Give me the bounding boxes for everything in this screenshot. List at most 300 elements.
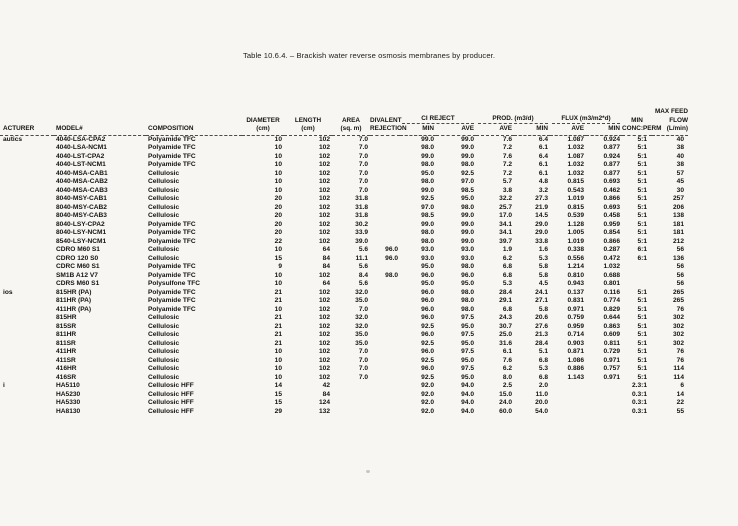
cell-prod_ave: 7.6 <box>502 356 512 364</box>
cell-max_feed: 56 <box>676 263 684 270</box>
cell-ci_min: 96.0 <box>421 305 434 313</box>
cell-ci_min: 99.0 <box>421 135 434 143</box>
cell-flux_ave: 1.087 <box>567 135 584 143</box>
cell-divalent <box>370 399 400 408</box>
cell-divalent <box>370 238 400 247</box>
cell-prod_min: 5.3 <box>538 254 548 262</box>
flux-subheaders <box>550 125 622 134</box>
cell-prod_min: 21.9 <box>535 203 548 211</box>
cell-prod_min: 6.1 <box>538 161 548 168</box>
cell-ci_ave: 94.0 <box>461 407 474 415</box>
cell-prod_min: 6.1 <box>538 144 548 151</box>
cell-conc_perm: 5:1 <box>637 237 647 245</box>
cell-prod_ave: 29.1 <box>499 297 512 304</box>
col-header-model <box>54 108 146 135</box>
cell-conc_perm: 0.3:1 <box>631 390 647 398</box>
cell-ci_ave: 99.0 <box>461 135 474 143</box>
cell-flux_ave: 0.971 <box>567 305 584 313</box>
cell-composition: Cellulosic <box>148 356 180 364</box>
cell-conc_perm <box>622 280 652 289</box>
cell-area: 32.0 <box>355 314 368 321</box>
cell-diameter: 29 <box>274 407 282 415</box>
cell-flux_min: 0.116 <box>603 288 620 296</box>
cell-max_feed: 6 <box>680 382 684 389</box>
cell-manufacturer <box>0 246 54 255</box>
cell-flux_ave <box>550 382 586 391</box>
cell-model: 4040-LSA-NCM1 <box>56 144 107 151</box>
cell-conc_perm: 5:1 <box>637 339 647 347</box>
cell-model: 4040-LST-NCM1 <box>56 161 106 168</box>
cell-flux_min: 0.866 <box>603 195 620 202</box>
cell-max_feed: 76 <box>676 305 684 313</box>
cell-prod_min: 5.8 <box>538 305 548 313</box>
cell-prod_ave: 8.0 <box>502 373 512 381</box>
cell-flux_ave: 1.032 <box>567 161 584 168</box>
cell-model: 815HR (PA) <box>56 288 92 296</box>
table-row <box>0 357 688 366</box>
col-header-diameter-line2: (cm) <box>256 125 270 132</box>
cell-prod_min: 27.3 <box>535 195 548 202</box>
cell-divalent <box>370 314 400 323</box>
cell-prod_ave: 24.0 <box>499 399 512 406</box>
prod-group-label: PROD. (m3/d) <box>478 115 548 125</box>
cell-model: HA5330 <box>56 399 81 406</box>
cell-conc_perm: 5:1 <box>637 186 647 194</box>
cell-diameter: 10 <box>274 144 282 151</box>
cell-area: 7.0 <box>358 373 368 381</box>
cell-length: 102 <box>318 161 330 168</box>
cell-model: HA5230 <box>56 390 81 398</box>
cell-flux_min <box>586 399 622 408</box>
cell-model: 4040-MSA-CAB3 <box>56 186 108 194</box>
cell-conc_perm: 5:1 <box>637 314 647 321</box>
cell-flux_ave: 1.086 <box>567 356 584 364</box>
cell-prod_ave: 7.6 <box>502 152 512 160</box>
cell-divalent <box>370 280 400 289</box>
cell-model: 411HR (PA) <box>56 305 92 313</box>
cell-max_feed: 30 <box>676 186 684 194</box>
cell-manufacturer <box>0 331 54 340</box>
cell-composition: Cellulosic <box>148 195 180 202</box>
cell-composition: Cellulosic <box>148 331 180 338</box>
cell-prod_min: 5.3 <box>538 365 548 372</box>
cell-prod_ave: 34.1 <box>499 220 512 228</box>
cell-divalent <box>370 195 400 204</box>
cell-length: 102 <box>318 237 330 245</box>
cell-flux_min: 0.866 <box>603 237 620 245</box>
cell-divalent <box>370 382 400 391</box>
cell-composition: Polyamide TFC <box>148 220 196 228</box>
cell-divalent <box>370 204 400 213</box>
cell-model: SM1B A12 V7 <box>56 271 98 279</box>
cell-divalent <box>370 170 400 179</box>
cell-diameter: 22 <box>274 237 282 245</box>
cell-manufacturer <box>0 399 54 408</box>
cell-prod_ave: 28.4 <box>499 288 512 296</box>
cell-composition: Cellulosic <box>148 373 180 381</box>
col-header-length-line2: (cm) <box>301 125 315 132</box>
table-row <box>0 365 688 374</box>
cell-composition: Cellulosic <box>148 186 180 194</box>
cell-model: CDRS M60 S1 <box>56 280 100 287</box>
cell-prod_min: 24.1 <box>535 288 548 296</box>
cell-flux_ave: 0.871 <box>567 348 584 355</box>
cell-prod_min: 20.0 <box>535 399 548 406</box>
cell-area <box>332 399 370 408</box>
cell-diameter: 21 <box>274 339 282 347</box>
cell-composition: Cellulosic <box>148 365 180 372</box>
cell-prod_min: 6.1 <box>538 169 548 177</box>
cell-flux_min: 0.959 <box>603 220 620 228</box>
cell-max_feed: 212 <box>672 237 684 245</box>
cell-diameter: 20 <box>274 203 282 211</box>
cell-composition: Polyamide TFC <box>148 288 196 296</box>
cell-length: 102 <box>318 331 330 338</box>
ci-ave-subheader: AVE <box>461 125 474 132</box>
cell-area: 7.0 <box>358 365 368 372</box>
cell-prod_min: 1.6 <box>538 246 548 253</box>
cell-ci_ave: 93.0 <box>461 254 474 262</box>
col-header-composition <box>146 108 242 135</box>
table-row <box>0 144 688 153</box>
col-header-length-line1: LENGTH <box>294 116 322 124</box>
cell-manufacturer <box>0 280 54 289</box>
cell-composition: Polyamide TFC <box>148 271 196 279</box>
cell-manufacturer <box>0 314 54 323</box>
cell-flux_min: 0.609 <box>603 331 620 338</box>
col-header-composition-label: COMPOSITION <box>148 125 194 132</box>
cell-ci_min: 92.0 <box>421 407 434 415</box>
cell-manufacturer <box>0 272 54 281</box>
cell-diameter: 10 <box>274 348 282 355</box>
cell-length: 84 <box>322 263 330 270</box>
table-row <box>0 382 688 391</box>
cell-ci_ave: 94.0 <box>461 382 474 389</box>
cell-diameter: 10 <box>274 305 282 313</box>
cell-length: 102 <box>318 288 330 296</box>
cell-flux_ave: 1.032 <box>567 144 584 151</box>
cell-ci_ave: 98.0 <box>461 297 474 304</box>
cell-prod_ave: 30.7 <box>499 322 512 330</box>
cell-flux_ave: 1.128 <box>567 220 584 228</box>
cell-divalent: 96.0 <box>385 246 398 253</box>
cell-manufacturer <box>0 161 54 170</box>
cell-prod_ave: 7.6 <box>502 135 512 143</box>
cell-manufacturer <box>0 357 54 366</box>
cell-ci_ave: 99.0 <box>461 144 474 151</box>
cell-length: 102 <box>318 152 330 160</box>
cell-divalent <box>370 153 400 162</box>
cell-flux_min <box>586 382 622 391</box>
cell-manufacturer <box>0 255 54 264</box>
cell-area: 7.0 <box>358 186 368 194</box>
cell-flux_min: 0.971 <box>603 356 620 364</box>
cell-flux_ave: 1.019 <box>567 237 584 245</box>
col-header-diameter-line1: DIAMETER <box>246 116 280 124</box>
cell-flux_min: 0.877 <box>603 169 620 177</box>
table-row <box>0 331 688 340</box>
cell-composition: Cellulosic HFF <box>148 390 194 398</box>
cell-ci_min: 92.0 <box>421 382 434 389</box>
cell-ci_ave: 99.0 <box>461 237 474 245</box>
cell-manufacturer <box>0 238 54 247</box>
cell-prod_min: 27.1 <box>535 297 548 304</box>
cell-prod_ave: 7.2 <box>502 144 512 151</box>
cell-conc_perm: 2.3:1 <box>631 382 647 389</box>
cell-flux_min: 0.644 <box>603 314 620 321</box>
cell-flux_ave <box>550 391 586 400</box>
cell-model: 416HR <box>56 365 77 372</box>
cell-composition: Cellulosic <box>148 254 180 262</box>
cell-length: 102 <box>318 348 330 355</box>
cell-diameter: 10 <box>274 271 282 279</box>
cell-manufacturer <box>0 365 54 374</box>
table-row <box>0 348 688 357</box>
cell-ci_min: 98.0 <box>421 161 434 168</box>
cell-ci_min: 96.0 <box>421 348 434 355</box>
cell-ci_ave: 95.0 <box>461 339 474 347</box>
cell-manufacturer: ios <box>3 288 13 296</box>
cell-conc_perm: 5:1 <box>637 178 647 185</box>
cell-flux_min: 0.877 <box>603 144 620 151</box>
cell-diameter: 10 <box>274 152 282 160</box>
cell-ci_min: 92.5 <box>421 339 434 347</box>
cell-flux_min: 0.801 <box>603 280 620 287</box>
cell-prod_ave: 15.0 <box>499 390 512 398</box>
cell-diameter: 14 <box>274 382 282 389</box>
cell-composition: Polyamide TFC <box>148 144 196 151</box>
cell-model: 411HR <box>56 348 77 355</box>
cell-flux_ave: 0.543 <box>567 186 584 194</box>
cell-diameter: 15 <box>274 399 282 406</box>
cell-ci_ave: 95.0 <box>461 195 474 202</box>
cell-prod_min: 14.5 <box>535 212 548 219</box>
cell-divalent <box>370 297 400 306</box>
cell-model: 811SR <box>56 339 76 347</box>
cell-flux_min: 0.729 <box>603 348 620 355</box>
cell-flux_ave: 0.338 <box>567 246 584 253</box>
cell-prod_ave: 60.0 <box>499 407 512 415</box>
cell-diameter: 20 <box>274 229 282 236</box>
cell-ci_min: 96.0 <box>421 288 434 296</box>
cell-ci_min: 95.0 <box>421 280 434 287</box>
cell-prod_ave: 6.2 <box>502 365 512 372</box>
cell-length: 84 <box>322 390 330 398</box>
cell-flux_min: 0.811 <box>603 339 620 347</box>
cell-ci_min: 99.0 <box>421 220 434 228</box>
col-header-area <box>332 108 370 135</box>
cell-conc_perm: 0.3:1 <box>631 407 647 415</box>
cell-composition: Cellulosic <box>148 169 180 177</box>
cell-prod_min: 6.4 <box>538 152 548 160</box>
col-header-manufacturer-label: ACTURER <box>3 125 35 132</box>
cell-area: 7.0 <box>358 144 368 151</box>
cell-length: 102 <box>318 271 330 279</box>
cell-conc_perm: 5:1 <box>637 203 647 211</box>
cell-divalent <box>370 340 400 349</box>
col-header-area-line1: AREA <box>341 116 361 124</box>
cell-ci_min: 98.0 <box>421 144 434 151</box>
cell-ci_ave: 95.0 <box>461 356 474 364</box>
cell-model: 411SR <box>56 356 76 364</box>
cell-max_feed: 302 <box>672 322 684 330</box>
cell-prod_ave: 25.7 <box>499 203 512 211</box>
table-row <box>0 187 688 196</box>
cell-composition: Polyamide TFC <box>148 152 196 160</box>
cell-prod_min: 27.6 <box>535 322 548 330</box>
cell-prod_min: 20.6 <box>535 314 548 321</box>
cell-composition: Cellulosic <box>148 178 180 185</box>
cell-conc_perm: 5:1 <box>637 297 647 304</box>
cell-conc_perm: 5:1 <box>637 152 647 160</box>
cell-divalent <box>370 212 400 221</box>
cell-max_feed: 138 <box>672 212 684 219</box>
cell-composition: Polyamide TFC <box>148 135 196 143</box>
cell-divalent: 96.0 <box>385 254 398 262</box>
cell-ci_min: 99.0 <box>421 152 434 160</box>
cell-ci_ave: 97.5 <box>461 331 474 338</box>
cell-divalent <box>370 229 400 238</box>
cell-length: 102 <box>318 203 330 211</box>
cell-length: 84 <box>322 254 330 262</box>
cell-prod_ave: 39.7 <box>499 237 512 245</box>
cell-length: 42 <box>322 382 330 389</box>
cell-ci_ave: 97.5 <box>461 348 474 355</box>
cell-ci_ave: 99.0 <box>461 229 474 236</box>
flux-group-label: FLUX (m3/m2*d) <box>552 115 620 125</box>
cell-model: HA8130 <box>56 407 81 415</box>
table-row <box>0 161 688 170</box>
table-row <box>0 408 688 417</box>
cell-length: 102 <box>318 195 330 202</box>
cell-area: 7.0 <box>358 356 368 364</box>
cell-max_feed: 265 <box>672 297 684 304</box>
cell-ci_min: 99.0 <box>421 186 434 194</box>
cell-area: 8.4 <box>358 271 368 279</box>
table-row <box>0 272 688 281</box>
cell-divalent <box>370 408 400 417</box>
cell-prod_min: 11.0 <box>535 390 548 398</box>
cell-ci_ave: 95.0 <box>461 322 474 330</box>
cell-prod_ave: 6.8 <box>502 271 512 279</box>
cell-ci_min: 96.0 <box>421 314 434 321</box>
cell-composition: Polyamide TFC <box>148 237 196 245</box>
cell-prod_ave: 5.3 <box>502 280 512 287</box>
cell-manufacturer <box>0 340 54 349</box>
cell-model: 4040-LSA-CPA2 <box>56 135 106 143</box>
cell-divalent <box>370 144 400 153</box>
table-row <box>0 391 688 400</box>
cell-prod_min: 29.0 <box>535 220 548 228</box>
cell-composition: Polyamide TFC <box>148 161 196 168</box>
cell-conc_perm: 5:1 <box>637 212 647 219</box>
cell-area: 7.0 <box>358 348 368 355</box>
flux-min-subheader: MIN <box>608 125 620 132</box>
col-header-area-line2: (sq. m) <box>340 125 362 132</box>
table-row <box>0 289 688 298</box>
cell-conc_perm: 5:1 <box>637 195 647 202</box>
cell-prod_ave: 5.7 <box>502 178 512 185</box>
cell-divalent <box>370 391 400 400</box>
cell-diameter: 20 <box>274 195 282 202</box>
cell-flux_min: 0.924 <box>603 135 620 143</box>
cell-max_feed: 14 <box>676 390 684 398</box>
cell-ci_ave: 99.0 <box>461 220 474 228</box>
cell-ci_min: 96.0 <box>421 271 434 279</box>
cell-length: 102 <box>318 365 330 372</box>
cell-conc_perm: 5:1 <box>637 365 647 372</box>
cell-conc_perm: 5:1 <box>637 305 647 313</box>
table-row <box>0 340 688 349</box>
cell-length: 102 <box>318 144 330 151</box>
cell-diameter: 10 <box>274 135 282 143</box>
cell-composition: Cellulosic HFF <box>148 382 194 389</box>
cell-ci_ave: 95.0 <box>461 373 474 381</box>
cell-model: 8040-LSY-NCM1 <box>56 229 107 236</box>
cell-max_feed: 302 <box>672 339 684 347</box>
cell-area: 7.0 <box>358 161 368 168</box>
cell-max_feed: 114 <box>673 373 684 381</box>
cell-manufacturer <box>0 374 54 383</box>
cell-manufacturer <box>0 229 54 238</box>
cell-flux_ave: 1.214 <box>567 263 584 270</box>
cell-manufacturer <box>0 221 54 230</box>
cell-prod_ave: 25.0 <box>499 331 512 338</box>
cell-flux_min: 0.458 <box>603 212 620 219</box>
scan-artifact-speck <box>366 470 370 473</box>
cell-max_feed: 56 <box>676 271 684 279</box>
cell-prod_ave: 6.8 <box>502 263 512 270</box>
cell-conc_perm <box>622 263 652 272</box>
cell-divalent <box>370 135 400 144</box>
cell-max_feed: 76 <box>676 356 684 364</box>
col-header-conc-line1: MIN <box>631 116 643 124</box>
cell-max_feed: 136 <box>672 254 684 262</box>
cell-ci_min: 95.0 <box>421 263 434 270</box>
cell-divalent <box>370 348 400 357</box>
table-row <box>0 170 688 179</box>
cell-max_feed: 38 <box>676 144 684 151</box>
cell-composition: Polyamide TFC <box>148 305 196 313</box>
cell-diameter: 10 <box>274 246 282 253</box>
cell-ci_min: 96.0 <box>421 297 434 304</box>
cell-length: 124 <box>318 399 330 406</box>
cell-length: 102 <box>318 186 330 194</box>
cell-area: 5.6 <box>358 280 368 287</box>
cell-prod_ave: 1.9 <box>502 246 512 253</box>
cell-model: CDRO M60 S1 <box>56 246 100 253</box>
cell-ci_min: 98.0 <box>421 229 434 236</box>
cell-flux_min: 0.774 <box>603 297 620 304</box>
cell-area: 7.0 <box>358 305 368 313</box>
cell-divalent <box>370 221 400 230</box>
cell-length: 102 <box>318 314 330 321</box>
cell-ci_min: 92.0 <box>421 399 434 406</box>
cell-conc_perm: 5:1 <box>637 144 647 151</box>
col-header-maxfeed-line3: (L/min) <box>666 125 688 132</box>
cell-area: 7.0 <box>358 178 368 185</box>
cell-ci_min: 92.5 <box>421 322 434 330</box>
cell-max_feed: 76 <box>676 348 684 355</box>
cell-manufacturer <box>0 187 54 196</box>
cell-ci_ave: 98.0 <box>461 305 474 313</box>
cell-prod_ave: 2.5 <box>502 382 512 389</box>
cell-manufacturer <box>0 323 54 332</box>
cell-diameter: 10 <box>274 169 282 177</box>
cell-flux_ave: 1.087 <box>567 152 584 160</box>
cell-flux_ave: 1.143 <box>567 373 584 381</box>
cell-length: 102 <box>318 229 330 236</box>
